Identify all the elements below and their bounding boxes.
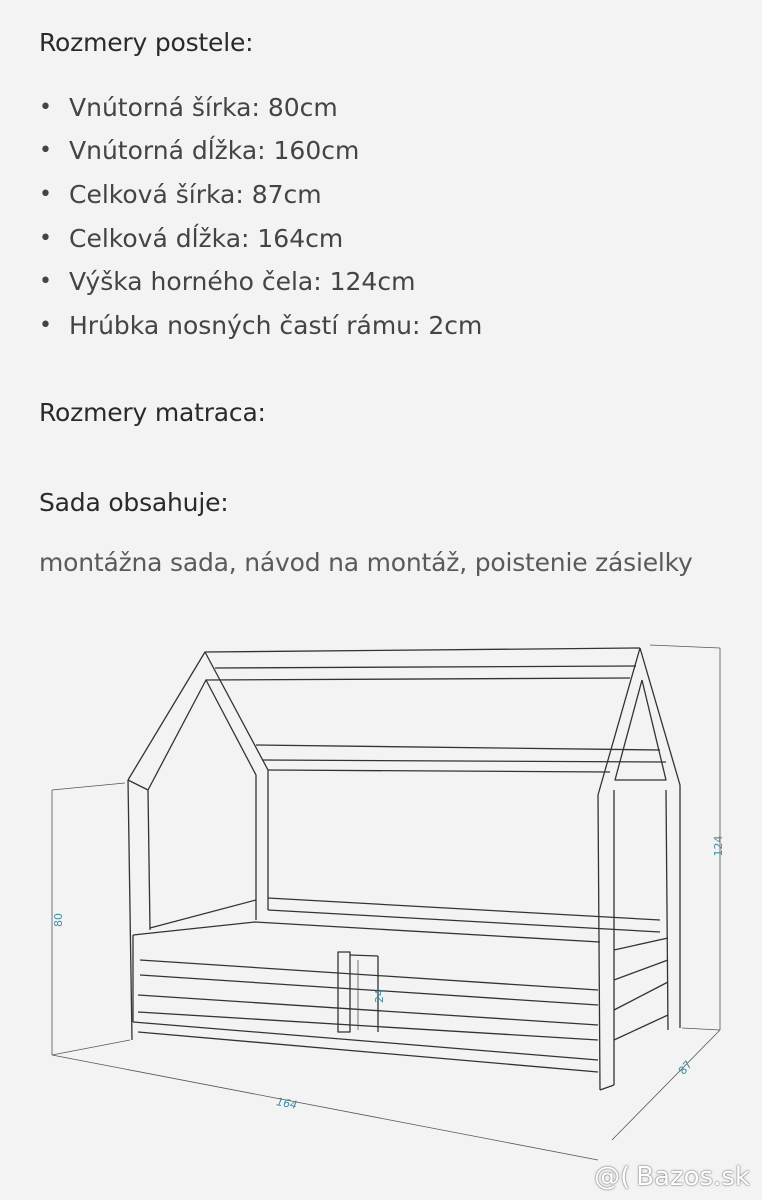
bullet-icon: • xyxy=(39,312,52,338)
bed-dimensions-heading: Rozmery postele: xyxy=(39,28,254,57)
bed-technical-drawing xyxy=(0,620,762,1200)
bed-dimensions-list xyxy=(39,86,482,348)
dimension-lines xyxy=(52,645,720,1160)
kit-contents-text: montážna sada, návod na montáž, poistenie zásielky xyxy=(39,548,693,577)
list-item: • Vnútorná šírka: 80cm xyxy=(39,86,482,130)
list-item: • Celková dĺžka: 164cm xyxy=(39,217,482,261)
kit-heading: Sada obsahuje: xyxy=(39,488,229,517)
watermark-logo-icon: @( xyxy=(594,1162,631,1192)
list-item: • Vnútorná dĺžka: 160cm xyxy=(39,130,482,174)
bullet-icon: • xyxy=(39,181,52,207)
dimension-label-80: 80 xyxy=(52,913,65,927)
list-item: • Hrúbka nosných častí rámu: 2cm xyxy=(39,304,482,348)
bullet-icon: • xyxy=(39,225,52,251)
bed-outline xyxy=(128,648,680,1090)
dimension-label-124: 124 xyxy=(712,835,725,857)
watermark-text: Bazos.sk xyxy=(636,1162,750,1192)
dimension-label-87: 87 xyxy=(675,1058,695,1078)
dimension-label-164: 164 xyxy=(275,1095,299,1112)
mattress-heading: Rozmery matraca: xyxy=(39,398,266,427)
bullet-icon: • xyxy=(39,269,52,295)
bullet-icon: • xyxy=(39,94,52,120)
list-item: • Výška horného čela: 124cm xyxy=(39,260,482,304)
list-item: • Celková šírka: 87cm xyxy=(39,173,482,217)
dimension-label-24: 24 xyxy=(373,989,386,1003)
bazos-watermark xyxy=(594,1162,750,1192)
bullet-icon: • xyxy=(39,138,52,164)
